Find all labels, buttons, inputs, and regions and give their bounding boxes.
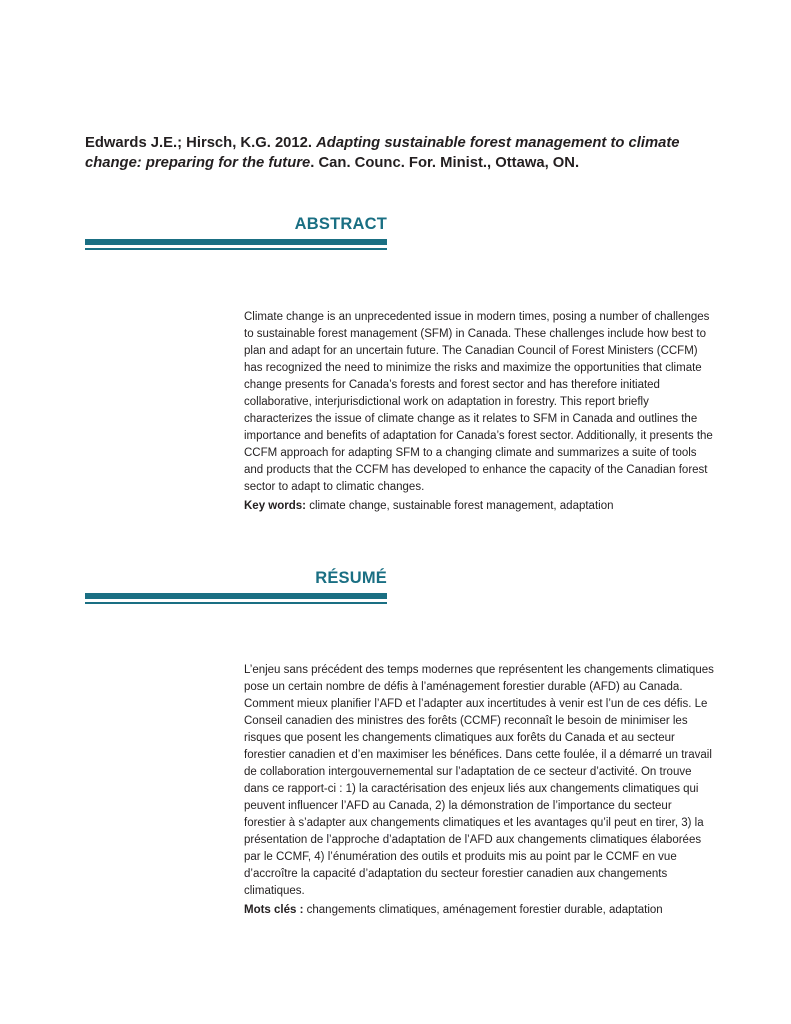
- abstract-rule-thin: [85, 248, 387, 250]
- citation-publisher: . Can. Counc. For. Minist., Ottawa, ON.: [310, 155, 580, 171]
- resume-body: [244, 662, 714, 919]
- citation: [85, 133, 725, 173]
- citation-authors-year: Edwards J.E.; Hirsch, K.G. 2012.: [85, 135, 312, 151]
- resume-heading: RÉSUMÉ: [315, 569, 387, 587]
- abstract-text: Climate change is an unprecedented issue in modern times, posing a number of challenges to sustainable forest management (SFM) in Canada. These challenges include how best to plan and adapt for an uncertain future. The Canadian Council of Forest Ministers (CCFM) has recognized the need to minimize the risks and maximize the opportunities that climate change presents for Canada’s forests and forest sector and has therefore initiated collaborative, interjurisdictional work on adaptation in forestry. This report briefly characterizes the issue of climate change as it relates to SFM in Canada and outlines the importance and benefits of adaptation for Canada’s forest sector. Additionally, it presents the CCFM approach for adapting SFM to a changing climate and summarizes a suite of tools and products that the CCFM has developed to enhance the capacity of the Canadian forest sector to adapt to climatic changes.: [244, 311, 713, 493]
- resume-keywords-label: Mots clés :: [244, 904, 304, 916]
- resume-rule-thin: [85, 602, 387, 604]
- resume-keywords-value: changements climatiques, aménagement forestier durable, adaptation: [303, 904, 663, 916]
- abstract-heading: ABSTRACT: [294, 215, 387, 233]
- resume-keywords: [244, 902, 714, 919]
- abstract-keywords-value: climate change, sustainable forest management, adaptation: [306, 500, 614, 512]
- abstract-body: [244, 309, 714, 515]
- resume-text: L’enjeu sans précédent des temps modernes que représentent les changements climatiques pose un certain nombre de défis à l’aménagement forestier durable (AFD) au Canada. Comment mieux planifier l’AFD et l’adapter aux incertitudes à venir est l’un de ces défis. Le Conseil canadien des ministres des forêts (CCMF) reconnaît le besoin de minimiser les risques que posent les changements climatiques aux forêts du Canada et au secteur forestier canadien et d’en maximiser les bénéfices. Dans cette foulée, il a démarré un travail de collaboration intergouvernemental sur l’adaptation de ce secteur d’activité. On trouve dans ce rapport-ci : 1) la caractérisation des enjeux liés aux changements climatiques qui peuvent influencer l’AFD au Canada, 2) la démonstration de l’importance du secteur forestier à s’adapter aux changements climatiques et les avantages qu’il peut en tirer, 3) la présentation de l’approche d’adaptation de l’AFD aux changements climatiques élaborées par le CCMF, 4) l’énumération des outils et produits mis au point par le CCMF en vue d’accroître la capacité d’adaptation du secteur forestier canadien aux changements climatiques.: [244, 664, 714, 897]
- abstract-keywords: [244, 498, 714, 515]
- citation-title: Adapting sustainable forest management to climate change: preparing for the future: [85, 135, 680, 171]
- abstract-keywords-label: Key words:: [244, 500, 306, 512]
- abstract-rule-thick: [85, 239, 387, 245]
- resume-rule-thick: [85, 593, 387, 599]
